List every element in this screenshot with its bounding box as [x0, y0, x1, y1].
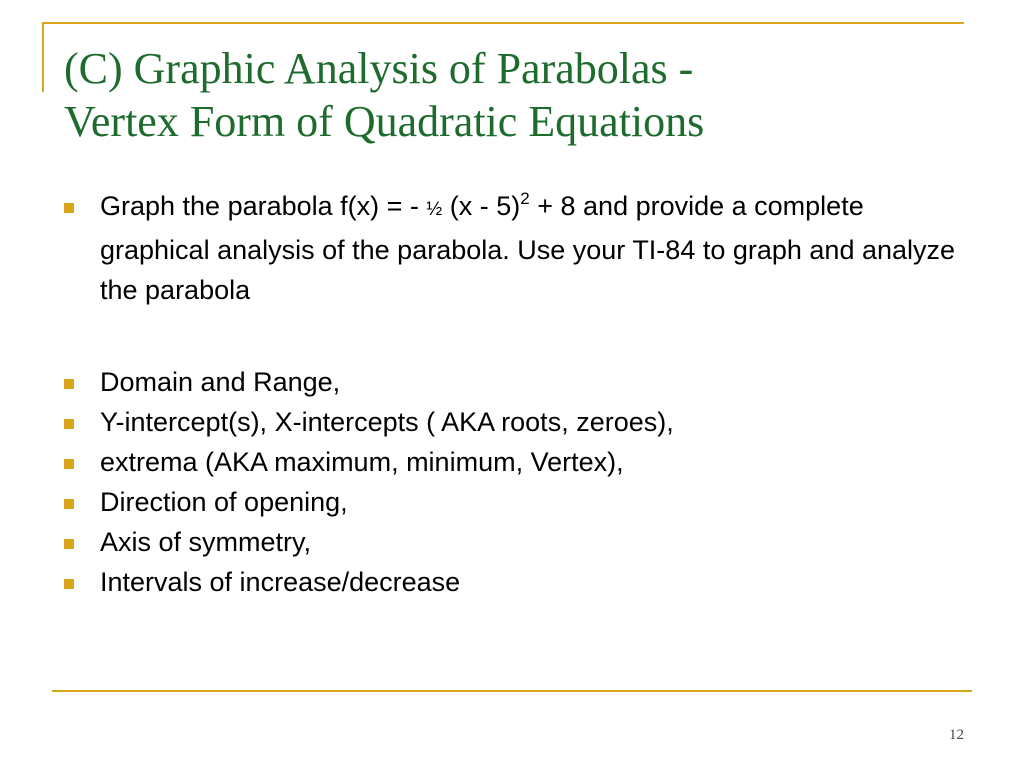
list-item — [62, 442, 962, 482]
intro-suffix: + 8 and provide a complete graphical analysis of the parabola. Use your TI-84 to graph and analyze the parabola — [100, 191, 956, 305]
symmetry-text: Axis of symmetry, — [100, 527, 312, 557]
list-item — [62, 362, 962, 402]
intro-prefix: Graph the parabola f(x) = - — [100, 191, 427, 221]
intervals-text: Intervals of increase/decrease — [100, 567, 461, 597]
page-number: 12 — [949, 727, 964, 743]
top-rule — [42, 22, 964, 24]
title-line-1: (C) Graphic Analysis of Parabolas - — [64, 44, 694, 93]
square-bullet-icon — [64, 203, 74, 213]
title-line-2: Vertex Form of Quadratic Equations — [64, 97, 705, 146]
square-bullet-icon — [64, 379, 74, 389]
list-item — [62, 402, 962, 442]
domain-range-text: Domain and Range, — [100, 367, 341, 397]
direction-text: Direction of opening, — [100, 487, 348, 517]
intercepts-text: Y-intercept(s), X-intercepts ( AKA roots, zeroes), — [100, 407, 674, 437]
square-bullet-icon — [64, 499, 74, 509]
bottom-rule — [52, 690, 972, 692]
square-bullet-icon — [64, 579, 74, 589]
square-bullet-icon — [64, 539, 74, 549]
square-bullet-icon — [64, 459, 74, 469]
list-item — [62, 522, 962, 562]
exponent: 2 — [520, 189, 530, 208]
bullet-list — [62, 186, 962, 602]
left-rule — [42, 22, 44, 92]
list-item — [62, 562, 962, 602]
square-bullet-icon — [64, 419, 74, 429]
one-half: ½ — [426, 199, 443, 220]
intro-bullet — [62, 186, 962, 310]
list-item — [62, 482, 962, 522]
slide-title — [64, 42, 984, 148]
intro-middle: (x - 5) — [442, 191, 521, 221]
extrema-text: extrema (AKA maximum, minimum, Vertex), — [100, 447, 624, 477]
